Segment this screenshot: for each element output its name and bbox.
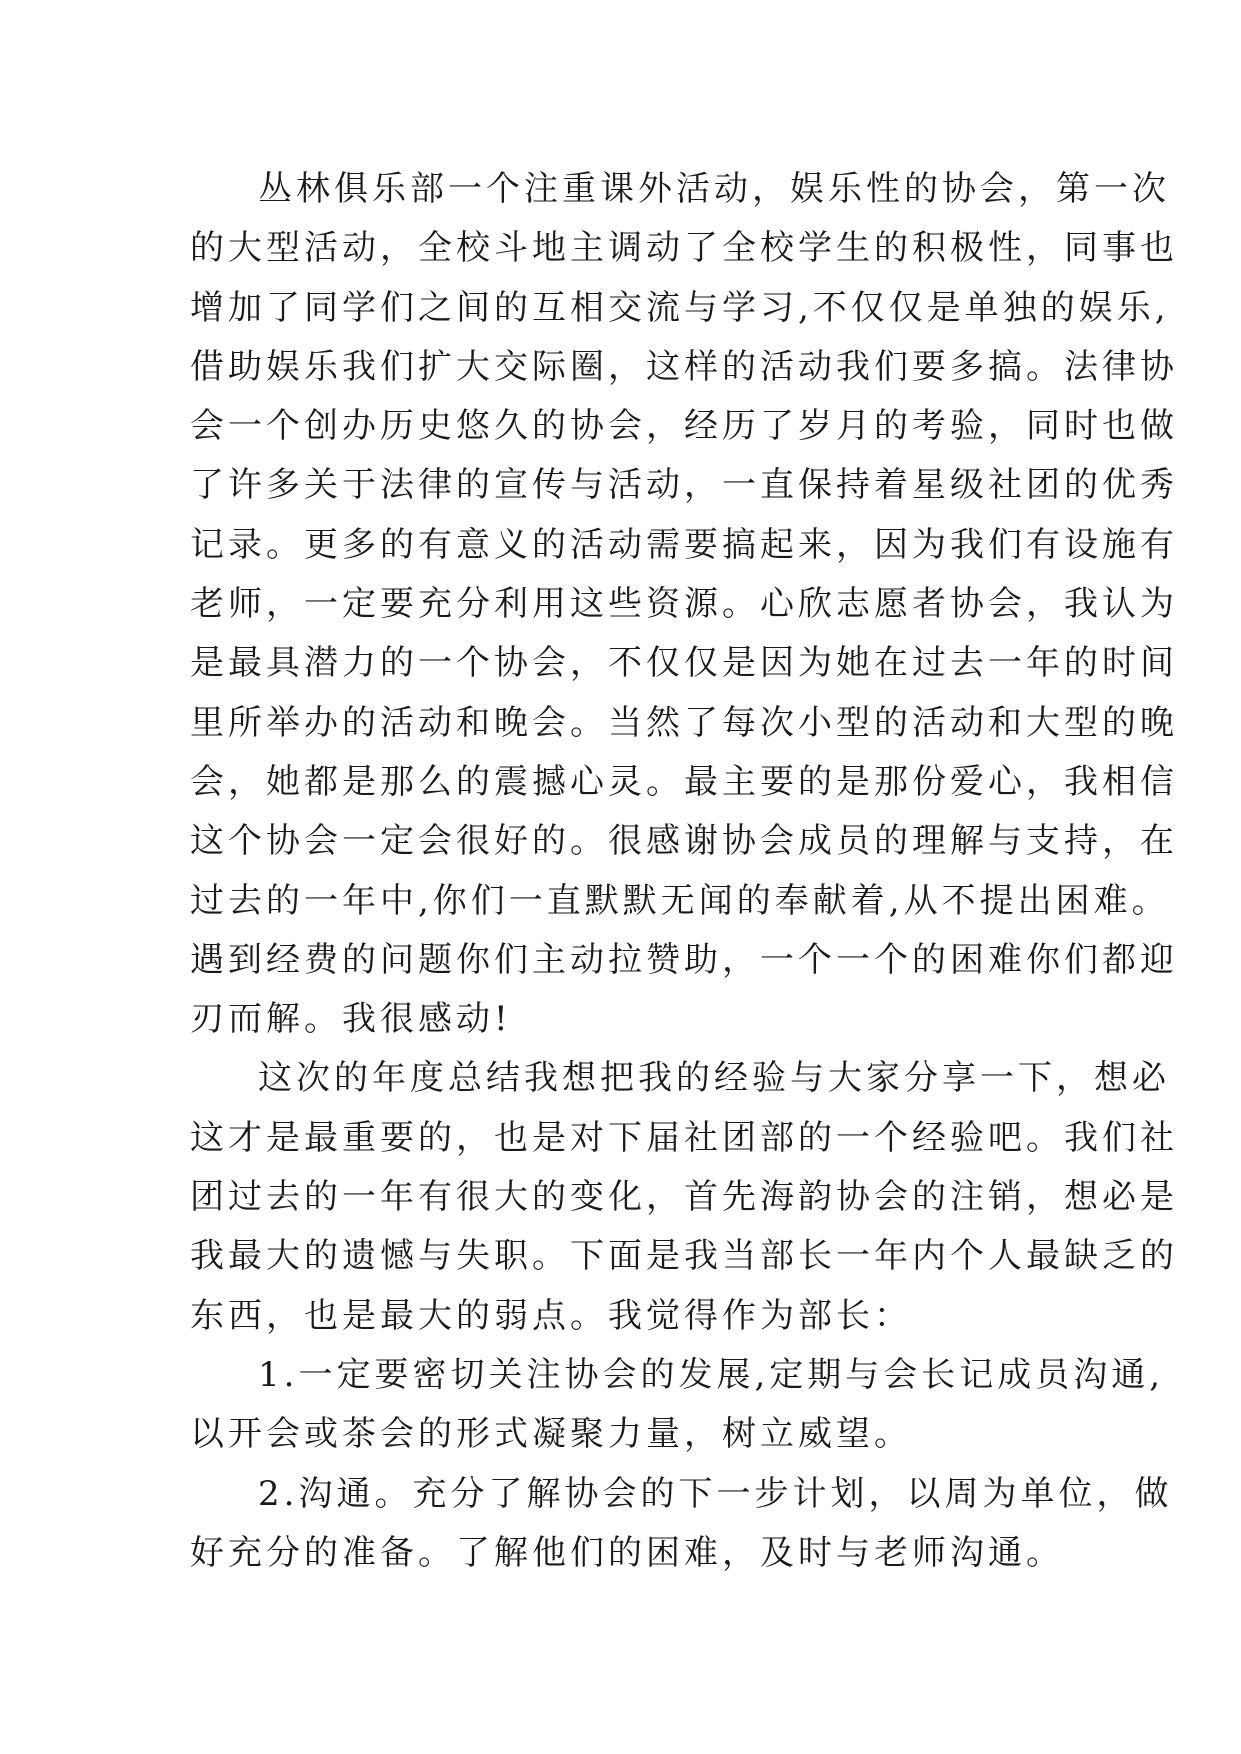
text-line: 以开会或茶会的形式凝聚力量，树立威望。: [190, 1414, 912, 1455]
text-line: 是最具潜力的一个协会，不仅仅是因为她在过去一年的时间: [190, 643, 1178, 684]
text-line: 2.沟通。充分了解协会的下一步计划，以周为单位，做: [258, 1473, 1173, 1514]
text-line: 这才是最重要的，也是对下届社团部的一个经验吧。我们社: [190, 1117, 1178, 1158]
text-line: 这次的年度总结我想把我的经验与大家分享一下，想必: [258, 1058, 1170, 1099]
text-line: 会，她都是那么的震撼心灵。最主要的是那份爱心，我相信: [190, 761, 1178, 802]
text-line: 这个协会一定会很好的。很感谢协会成员的理解与支持，在: [190, 821, 1178, 862]
text-line: 我最大的遗憾与失职。下面是我当部长一年内个人最缺乏的: [190, 1236, 1178, 1277]
text-line: 1.一定要密切关注协会的发展,定期与会长记成员沟通,: [258, 1354, 1165, 1395]
text-line: 丛林俱乐部一个注重课外活动，娱乐性的协会，第一次: [258, 169, 1170, 209]
paragraph-2: [190, 1049, 1178, 1345]
text-line: 老师，一定要充分利用这些资源。心欣志愿者协会，我认为: [190, 584, 1178, 625]
document-body: [190, 160, 1178, 1583]
text-line: 的大型活动，全校斗地主调动了全校学生的积极性，同事也: [190, 228, 1178, 269]
text-line: 遇到经费的问题你们主动拉赞助，一个一个的困难你们都迎: [190, 939, 1178, 980]
text-line: 里所举办的活动和晚会。当然了每次小型的活动和大型的晚: [190, 702, 1178, 743]
text-line: 东西，也是最大的弱点。我觉得作为部长：: [190, 1295, 912, 1336]
text-line: 好充分的准备。了解他们的困难，及时与老师沟通。: [190, 1532, 1064, 1573]
text-line: 刃而解。我很感动!: [190, 999, 512, 1040]
list-item-1: [190, 1346, 1165, 1465]
list-item-2: [190, 1465, 1173, 1584]
text-line: 过去的一年中,你们一直默默无闻的奉献着,从不提出困难。: [190, 880, 1170, 921]
paragraph-1: [190, 160, 1178, 1049]
text-line: 记录。更多的有意义的活动需要搞起来，因为我们有设施有: [190, 524, 1178, 565]
text-line: 借助娱乐我们扩大交际圈，这样的活动我们要多搞。法律协: [190, 346, 1178, 387]
text-line: 增加了同学们之间的互相交流与学习,不仅仅是单独的娱乐,: [190, 287, 1170, 328]
text-line: 会一个创办历史悠久的协会，经历了岁月的考验，同时也做: [190, 406, 1178, 447]
text-line: 了许多关于法律的宣传与活动，一直保持着星级社团的优秀: [190, 465, 1178, 506]
text-line: 团过去的一年有很大的变化，首先海韵协会的注销，想必是: [190, 1177, 1178, 1218]
